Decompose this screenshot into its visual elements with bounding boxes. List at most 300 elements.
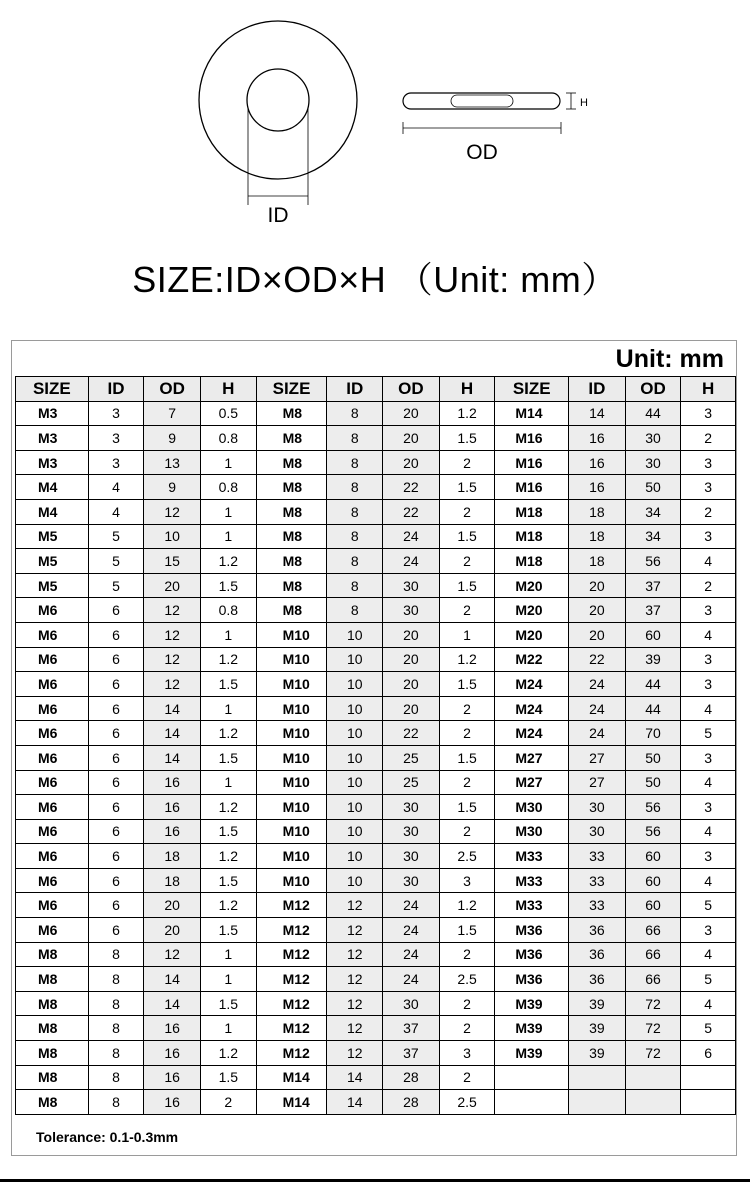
value-cell: 1 — [200, 770, 256, 795]
value-cell: 6 — [88, 696, 144, 721]
table-row — [16, 893, 736, 918]
size-cell: M8 — [256, 450, 327, 475]
value-cell: 60 — [625, 622, 681, 647]
value-cell — [625, 1090, 681, 1115]
table-row — [16, 450, 736, 475]
value-cell: 24 — [569, 696, 626, 721]
value-cell: 14 — [144, 745, 201, 770]
value-cell: 20 — [383, 647, 440, 672]
value-cell: 8 — [327, 549, 383, 574]
value-cell: 6 — [88, 868, 144, 893]
size-cell: M8 — [16, 1016, 89, 1041]
value-cell: 8 — [327, 524, 383, 549]
value-cell: 44 — [625, 672, 681, 697]
table-row — [16, 819, 736, 844]
value-cell: 8 — [327, 499, 383, 524]
value-cell: 1.2 — [200, 721, 256, 746]
size-cell: M20 — [495, 573, 569, 598]
value-cell: 10 — [327, 770, 383, 795]
value-cell: 20 — [144, 573, 201, 598]
value-cell: 33 — [569, 868, 626, 893]
value-cell: 1 — [200, 696, 256, 721]
value-cell: 3 — [681, 918, 736, 943]
value-cell: 1.5 — [439, 745, 495, 770]
value-cell: 39 — [569, 991, 626, 1016]
size-cell: M14 — [495, 401, 569, 426]
value-cell: 30 — [383, 844, 440, 869]
size-cell: M6 — [16, 868, 89, 893]
size-cell: M27 — [495, 770, 569, 795]
value-cell: 16 — [144, 770, 201, 795]
size-cell: M4 — [16, 475, 89, 500]
value-cell — [681, 1090, 736, 1115]
table-row — [16, 475, 736, 500]
size-cell: M33 — [495, 868, 569, 893]
spec-table-panel — [11, 340, 737, 1156]
value-cell: 8 — [327, 401, 383, 426]
value-cell: 3 — [681, 844, 736, 869]
value-cell: 6 — [88, 647, 144, 672]
value-cell: 28 — [383, 1065, 440, 1090]
size-cell: M10 — [256, 819, 327, 844]
value-cell: 10 — [327, 696, 383, 721]
value-cell — [625, 1065, 681, 1090]
value-cell: 12 — [144, 647, 201, 672]
value-cell: 5 — [681, 1016, 736, 1041]
value-cell: 66 — [625, 918, 681, 943]
value-cell: 30 — [383, 795, 440, 820]
value-cell: 24 — [383, 549, 440, 574]
value-cell: 1.2 — [439, 647, 495, 672]
size-cell: M33 — [495, 844, 569, 869]
value-cell: 20 — [383, 622, 440, 647]
value-cell: 30 — [383, 868, 440, 893]
value-cell: 18 — [569, 524, 626, 549]
size-cell: M27 — [495, 745, 569, 770]
value-cell: 12 — [327, 1016, 383, 1041]
table-row — [16, 721, 736, 746]
value-cell: 4 — [88, 499, 144, 524]
value-cell: 37 — [625, 573, 681, 598]
size-cell: M8 — [16, 1041, 89, 1066]
size-cell: M12 — [256, 1041, 327, 1066]
value-cell: 36 — [569, 967, 626, 992]
value-cell: 3 — [681, 647, 736, 672]
value-cell: 14 — [144, 991, 201, 1016]
value-cell: 10 — [327, 868, 383, 893]
value-cell: 5 — [681, 721, 736, 746]
value-cell: 30 — [383, 598, 440, 623]
value-cell: 30 — [569, 819, 626, 844]
value-cell: 30 — [569, 795, 626, 820]
size-cell: M36 — [495, 942, 569, 967]
value-cell: 1.2 — [200, 549, 256, 574]
value-cell: 3 — [681, 672, 736, 697]
table-row — [16, 745, 736, 770]
table-row — [16, 426, 736, 451]
column-header: H — [681, 377, 736, 402]
washer-outer-circle — [199, 21, 357, 179]
value-cell: 3 — [681, 598, 736, 623]
value-cell: 70 — [625, 721, 681, 746]
value-cell: 24 — [383, 893, 440, 918]
value-cell: 66 — [625, 967, 681, 992]
value-cell: 12 — [144, 942, 201, 967]
size-cell: M8 — [16, 967, 89, 992]
value-cell: 12 — [327, 942, 383, 967]
column-header: SIZE — [495, 377, 569, 402]
value-cell: 24 — [383, 524, 440, 549]
table-row — [16, 918, 736, 943]
value-cell: 20 — [383, 426, 440, 451]
size-cell: M5 — [16, 573, 89, 598]
value-cell: 30 — [625, 426, 681, 451]
unit-label: Unit: mm — [615, 345, 724, 373]
value-cell: 6 — [88, 672, 144, 697]
size-cell: M6 — [16, 918, 89, 943]
value-cell: 56 — [625, 549, 681, 574]
size-format-title: SIZE:ID×OD×H （Unit: mm） — [132, 259, 618, 300]
value-cell: 4 — [681, 819, 736, 844]
value-cell: 10 — [327, 795, 383, 820]
size-cell: M3 — [16, 426, 89, 451]
value-cell: 1.2 — [200, 844, 256, 869]
size-cell: M12 — [256, 893, 327, 918]
value-cell: 8 — [88, 1090, 144, 1115]
value-cell: 3 — [88, 426, 144, 451]
size-cell: M39 — [495, 991, 569, 1016]
value-cell: 12 — [144, 622, 201, 647]
table-row — [16, 499, 736, 524]
value-cell: 6 — [681, 1041, 736, 1066]
column-header: SIZE — [256, 377, 327, 402]
size-cell: M8 — [16, 1090, 89, 1115]
value-cell: 5 — [681, 967, 736, 992]
size-cell: M12 — [256, 942, 327, 967]
value-cell: 2 — [681, 426, 736, 451]
size-cell: M8 — [256, 426, 327, 451]
value-cell: 5 — [88, 549, 144, 574]
value-cell: 12 — [327, 893, 383, 918]
value-cell: 8 — [88, 942, 144, 967]
value-cell: 1.5 — [200, 868, 256, 893]
value-cell: 1 — [200, 524, 256, 549]
value-cell: 4 — [681, 942, 736, 967]
value-cell — [569, 1090, 626, 1115]
value-cell: 8 — [327, 598, 383, 623]
value-cell: 1.5 — [439, 795, 495, 820]
value-cell: 12 — [144, 672, 201, 697]
value-cell: 10 — [327, 819, 383, 844]
value-cell: 36 — [569, 918, 626, 943]
value-cell: 1 — [200, 450, 256, 475]
size-cell: M8 — [256, 499, 327, 524]
size-cell: M30 — [495, 819, 569, 844]
size-cell: M6 — [16, 819, 89, 844]
value-cell: 2 — [439, 696, 495, 721]
size-cell: M10 — [256, 745, 327, 770]
value-cell: 44 — [625, 401, 681, 426]
size-cell: M36 — [495, 967, 569, 992]
value-cell: 8 — [88, 991, 144, 1016]
value-cell: 0.5 — [200, 401, 256, 426]
table-row — [16, 622, 736, 647]
size-cell: M10 — [256, 622, 327, 647]
value-cell: 20 — [383, 401, 440, 426]
value-cell: 6 — [88, 598, 144, 623]
value-cell: 18 — [144, 868, 201, 893]
column-header: ID — [327, 377, 383, 402]
table-row — [16, 991, 736, 1016]
value-cell: 72 — [625, 991, 681, 1016]
value-cell: 12 — [144, 598, 201, 623]
size-cell: M14 — [256, 1090, 327, 1115]
value-cell: 3 — [88, 401, 144, 426]
value-cell: 10 — [327, 721, 383, 746]
value-cell: 14 — [144, 967, 201, 992]
value-cell: 4 — [681, 868, 736, 893]
value-cell: 9 — [144, 426, 201, 451]
value-cell: 6 — [88, 721, 144, 746]
table-row — [16, 844, 736, 869]
value-cell: 9 — [144, 475, 201, 500]
h-label: H — [580, 97, 588, 109]
id-label: ID — [267, 204, 289, 227]
size-cell: M18 — [495, 499, 569, 524]
value-cell: 3 — [681, 524, 736, 549]
value-cell — [569, 1065, 626, 1090]
value-cell: 10 — [327, 647, 383, 672]
value-cell: 2 — [439, 598, 495, 623]
value-cell: 18 — [144, 844, 201, 869]
value-cell: 3 — [681, 450, 736, 475]
value-cell: 14 — [144, 721, 201, 746]
value-cell: 1.2 — [439, 893, 495, 918]
value-cell: 39 — [625, 647, 681, 672]
value-cell: 1.5 — [200, 991, 256, 1016]
size-cell: M10 — [256, 844, 327, 869]
value-cell: 12 — [327, 918, 383, 943]
value-cell: 2.5 — [439, 1090, 495, 1115]
value-cell: 12 — [144, 499, 201, 524]
value-cell: 36 — [569, 942, 626, 967]
value-cell: 24 — [383, 942, 440, 967]
value-cell: 50 — [625, 475, 681, 500]
value-cell: 2 — [439, 770, 495, 795]
table-row — [16, 549, 736, 574]
value-cell: 34 — [625, 499, 681, 524]
value-cell: 3 — [439, 1041, 495, 1066]
value-cell: 3 — [681, 475, 736, 500]
value-cell: 72 — [625, 1041, 681, 1066]
size-cell: M8 — [256, 573, 327, 598]
size-cell: M8 — [256, 475, 327, 500]
value-cell: 37 — [383, 1016, 440, 1041]
value-cell: 1.2 — [200, 795, 256, 820]
value-cell: 1.5 — [200, 745, 256, 770]
value-cell: 5 — [681, 893, 736, 918]
size-cell: M24 — [495, 672, 569, 697]
value-cell: 37 — [625, 598, 681, 623]
value-cell: 6 — [88, 918, 144, 943]
value-cell: 6 — [88, 844, 144, 869]
value-cell: 1.5 — [439, 524, 495, 549]
table-row — [16, 868, 736, 893]
value-cell: 1.2 — [200, 1041, 256, 1066]
size-cell: M36 — [495, 918, 569, 943]
value-cell: 20 — [144, 893, 201, 918]
table-row — [16, 967, 736, 992]
table-row — [16, 1016, 736, 1041]
value-cell: 13 — [144, 450, 201, 475]
value-cell: 12 — [327, 991, 383, 1016]
size-cell: M8 — [256, 524, 327, 549]
value-cell: 56 — [625, 819, 681, 844]
bottom-rule — [0, 1179, 750, 1182]
value-cell: 3 — [88, 450, 144, 475]
size-cell: M16 — [495, 450, 569, 475]
value-cell: 2 — [681, 499, 736, 524]
size-cell: M8 — [256, 401, 327, 426]
value-cell: 20 — [383, 450, 440, 475]
value-cell: 2 — [439, 450, 495, 475]
value-cell: 2 — [439, 991, 495, 1016]
value-cell: 4 — [681, 549, 736, 574]
value-cell: 3 — [681, 745, 736, 770]
value-cell: 0.8 — [200, 426, 256, 451]
value-cell: 22 — [383, 721, 440, 746]
value-cell: 7 — [144, 401, 201, 426]
value-cell: 2 — [439, 549, 495, 574]
value-cell: 8 — [327, 475, 383, 500]
value-cell: 2 — [439, 942, 495, 967]
value-cell: 2 — [681, 573, 736, 598]
size-cell: M18 — [495, 549, 569, 574]
size-cell: M24 — [495, 696, 569, 721]
value-cell: 2.5 — [439, 844, 495, 869]
value-cell: 1 — [200, 1016, 256, 1041]
size-cell: M6 — [16, 598, 89, 623]
size-cell: M6 — [16, 696, 89, 721]
value-cell: 1.5 — [439, 475, 495, 500]
value-cell: 25 — [383, 770, 440, 795]
size-cell — [495, 1065, 569, 1090]
value-cell: 30 — [625, 450, 681, 475]
value-cell: 20 — [569, 573, 626, 598]
value-cell: 10 — [327, 622, 383, 647]
value-cell: 1.5 — [439, 573, 495, 598]
value-cell: 30 — [383, 819, 440, 844]
value-cell: 1.5 — [200, 918, 256, 943]
value-cell: 34 — [625, 524, 681, 549]
value-cell: 14 — [327, 1065, 383, 1090]
value-cell: 12 — [327, 1041, 383, 1066]
size-cell: M6 — [16, 745, 89, 770]
size-cell: M10 — [256, 770, 327, 795]
table-row — [16, 1065, 736, 1090]
value-cell: 8 — [327, 450, 383, 475]
value-cell: 56 — [625, 795, 681, 820]
value-cell: 1 — [200, 622, 256, 647]
size-cell: M10 — [256, 868, 327, 893]
value-cell: 5 — [88, 524, 144, 549]
value-cell: 6 — [88, 795, 144, 820]
value-cell: 8 — [88, 1065, 144, 1090]
washer-dimension-diagram — [0, 0, 750, 240]
value-cell: 2 — [439, 721, 495, 746]
table-row — [16, 795, 736, 820]
value-cell: 8 — [88, 1016, 144, 1041]
value-cell: 20 — [144, 918, 201, 943]
value-cell: 39 — [569, 1041, 626, 1066]
table-row — [16, 672, 736, 697]
value-cell: 18 — [569, 549, 626, 574]
value-cell: 1.5 — [439, 918, 495, 943]
value-cell: 16 — [144, 1016, 201, 1041]
size-cell: M18 — [495, 524, 569, 549]
value-cell: 1 — [200, 967, 256, 992]
value-cell: 4 — [681, 622, 736, 647]
value-cell: 27 — [569, 745, 626, 770]
table-row — [16, 770, 736, 795]
size-cell: M33 — [495, 893, 569, 918]
size-cell: M6 — [16, 893, 89, 918]
size-cell: M14 — [256, 1065, 327, 1090]
size-cell: M12 — [256, 918, 327, 943]
column-header: ID — [88, 377, 144, 402]
size-cell: M10 — [256, 721, 327, 746]
value-cell: 33 — [569, 893, 626, 918]
value-cell: 27 — [569, 770, 626, 795]
value-cell: 16 — [144, 1065, 201, 1090]
value-cell: 0.8 — [200, 475, 256, 500]
value-cell: 1.2 — [200, 647, 256, 672]
size-cell: M16 — [495, 426, 569, 451]
value-cell: 3 — [681, 401, 736, 426]
value-cell: 16 — [144, 1041, 201, 1066]
value-cell: 37 — [383, 1041, 440, 1066]
value-cell: 1.5 — [439, 672, 495, 697]
value-cell: 4 — [681, 991, 736, 1016]
value-cell: 4 — [88, 475, 144, 500]
value-cell: 1 — [200, 942, 256, 967]
value-cell: 6 — [88, 770, 144, 795]
value-cell: 50 — [625, 770, 681, 795]
value-cell: 10 — [327, 672, 383, 697]
value-cell: 44 — [625, 696, 681, 721]
table-row — [16, 598, 736, 623]
value-cell: 39 — [569, 1016, 626, 1041]
size-cell: M6 — [16, 721, 89, 746]
size-cell: M39 — [495, 1016, 569, 1041]
size-cell: M16 — [495, 475, 569, 500]
value-cell: 10 — [327, 745, 383, 770]
value-cell: 25 — [383, 745, 440, 770]
value-cell: 1.2 — [200, 893, 256, 918]
value-cell: 2 — [200, 1090, 256, 1115]
value-cell: 5 — [88, 573, 144, 598]
size-cell: M3 — [16, 450, 89, 475]
value-cell: 18 — [569, 499, 626, 524]
size-cell: M12 — [256, 991, 327, 1016]
value-cell: 1.5 — [439, 426, 495, 451]
value-cell: 6 — [88, 819, 144, 844]
value-cell — [681, 1065, 736, 1090]
value-cell: 16 — [144, 795, 201, 820]
value-cell: 10 — [327, 844, 383, 869]
value-cell: 3 — [439, 868, 495, 893]
size-cell: M6 — [16, 770, 89, 795]
